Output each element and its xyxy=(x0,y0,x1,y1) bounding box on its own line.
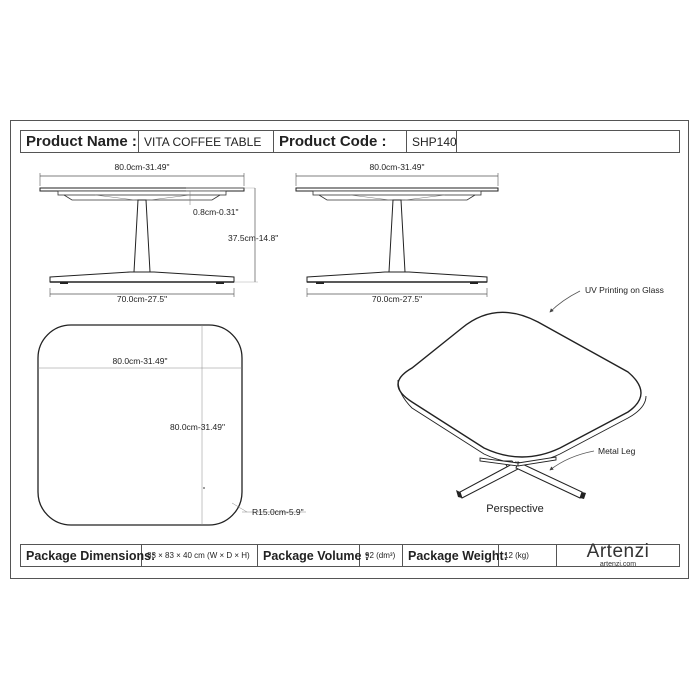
front-base xyxy=(50,272,234,282)
package-dimensions-label: Package Dimensions: xyxy=(21,545,142,566)
perspective-view xyxy=(398,285,664,515)
leg-arm-front-right xyxy=(516,462,582,498)
leg-leader-line xyxy=(550,451,594,470)
package-weight-label: Package Weight: xyxy=(403,545,499,566)
product-code-value: SHP140 xyxy=(407,131,457,152)
footer-row xyxy=(20,540,680,568)
package-volume-value: 92 (dm³) xyxy=(360,545,403,566)
front-height-label: 37.5cm-14.8" xyxy=(228,233,279,243)
package-weight-value: 12 (kg) xyxy=(499,545,557,566)
leg-arm-back-right xyxy=(518,457,556,466)
glass-leader-line xyxy=(550,291,580,312)
corner-radius-label: R15.0cm-5.9" xyxy=(252,507,304,517)
leg-arm-back-left xyxy=(480,458,518,466)
leg-note: Metal Leg xyxy=(598,446,636,456)
perspective-title: Perspective xyxy=(486,503,544,515)
side-base xyxy=(307,272,487,282)
side-base-width-label: 70.0cm-27.5" xyxy=(371,294,423,304)
package-volume-label: Package Volume : xyxy=(258,545,360,566)
brand-url: artenzi.com xyxy=(599,560,637,568)
front-base-width-label: 70.0cm-27.5" xyxy=(116,294,168,304)
top-depth-label: 80.0cm-31.49" xyxy=(170,422,225,432)
front-leg-column xyxy=(134,200,150,272)
top-width-label: 80.0cm-31.49" xyxy=(112,356,168,366)
side-leg-column xyxy=(389,200,405,272)
package-dimensions-value: 83 × 83 × 40 cm (W × D × H) xyxy=(142,545,258,566)
perspective-glass-top xyxy=(398,312,641,457)
brand-cell xyxy=(557,540,679,568)
side-top-width-label: 80.0cm-31.49" xyxy=(369,162,425,172)
front-top-thickness-label: 0.8cm-0.31" xyxy=(193,207,239,217)
front-top-width-label: 80.0cm-31.49" xyxy=(114,162,170,172)
product-code-label: Product Code : xyxy=(274,131,407,152)
front-apron xyxy=(58,191,226,195)
top-view xyxy=(38,325,306,525)
product-name-value: VITA COFFEE TABLE xyxy=(139,131,274,152)
front-view xyxy=(40,162,278,304)
side-glass-top xyxy=(296,188,498,191)
glass-note: UV Printing on Glass xyxy=(585,285,664,295)
leg-arm-front-left xyxy=(460,462,520,498)
side-view xyxy=(296,162,498,304)
side-apron xyxy=(313,191,481,195)
brand-logo: Artenzi xyxy=(586,540,650,562)
product-name-label: Product Name : xyxy=(21,131,139,152)
front-glass-top xyxy=(40,188,244,191)
